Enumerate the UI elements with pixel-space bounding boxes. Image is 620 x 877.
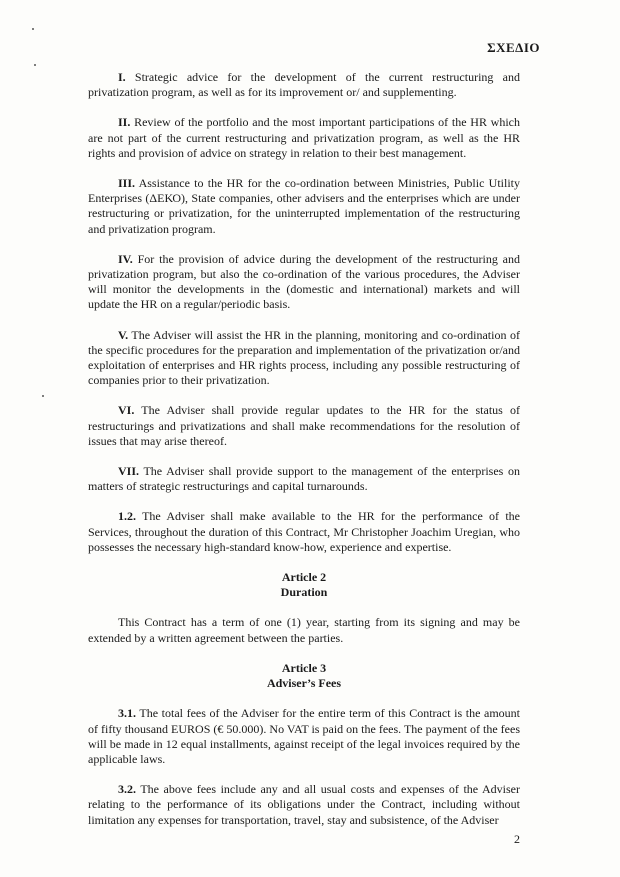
clause-i — [88, 70, 520, 100]
clause-1-2 — [88, 509, 520, 555]
clause-3-2 — [88, 782, 520, 828]
clause-iii — [88, 176, 520, 237]
clause-text: The above fees include any and all usual costs and expenses of the Adviser relating to the performance of its obligations under the Contract, including without limitation any expenses for transportation, travel, stay and subsistence, of the Adviser — [88, 782, 520, 827]
article-title: Article 3 — [281, 660, 327, 675]
clause-v — [88, 328, 520, 389]
article-subtitle: Duration — [280, 585, 328, 600]
clause-number: 3.1. — [118, 706, 136, 721]
article-3-heading — [88, 661, 520, 691]
clause-text: The Adviser will assist the HR in the planning, monitoring and co-ordination of the specific procedures for the preparation and implementation of the privatization or/and exploitation of enterprises and HR rights process, including any possible restructuring of companies prior to their privatization. — [88, 327, 520, 388]
page-number: 2 — [514, 832, 520, 846]
clause-text: The Adviser shall make available to the HR for the performance of the Services, throughout the duration of this Contract, Mr Christopher Joachim Uregian, who possesses the necessary high-standard know-how, experience and expertise. — [88, 509, 520, 554]
clause-text: Review of the portfolio and the most important participations of the HR which are not part of the current restructuring and privatization program, as well as the HR rights and provision of advice on strategy in relation to their best management. — [88, 115, 520, 160]
clause-number: I. — [118, 70, 126, 84]
clause-3-1 — [88, 706, 520, 767]
article-2-text: This Contract has a term of one (1) year, starting from its signing and may be extended by a written agreement between the parties. — [88, 615, 520, 645]
clause-number: VI. — [118, 403, 135, 418]
clause-number: 3.2. — [118, 782, 136, 797]
clause-iv — [88, 252, 520, 313]
document-body — [88, 70, 520, 828]
clause-number: IV. — [118, 251, 133, 266]
draft-stamp: ΣΧΕΔΙΟ — [487, 40, 540, 55]
clause-number: VII. — [118, 464, 140, 479]
clause-ii — [88, 115, 520, 161]
clause-text: The Adviser shall provide regular updates to the HR for the status of restructurings and privatizations and shall make recommendations for the resolution of issues that may arise thereof. — [88, 403, 520, 448]
article-title: Article 2 — [281, 570, 327, 585]
clause-vi — [88, 403, 520, 449]
clause-number: 1.2. — [118, 509, 136, 524]
clause-text: Assistance to the HR for the co-ordination between Ministries, Public Utility Enterprises (ΔΕΚΟ), State companies, other advisers and the enterprises which are under restructuring or privatization, for the uninterrupted implementation of the restructuring and privatization program. — [88, 176, 520, 236]
clause-text: The total fees of the Adviser for the entire term of this Contract is the amount of fifty thousand EUROS (€ 50.000). No VAT is paid on the fees. The payment of the fees will be made in 12 equal installments, against receipt of the legal invoices required by the applicable laws. — [88, 706, 520, 766]
article-2-heading — [88, 570, 520, 600]
clause-number: II. — [118, 115, 131, 130]
clause-text: The Adviser shall provide support to the management of the enterprises on matters of strategic restructurings and capital turnarounds. — [88, 464, 520, 494]
clause-text: Strategic advice for the development of the current restructuring and privatization program, as well as for its improvement or/ and supplementing. — [88, 70, 520, 100]
scan-speck — [32, 28, 34, 30]
clause-vii — [88, 464, 520, 494]
clause-number: V. — [118, 327, 129, 342]
clause-number: III. — [118, 176, 136, 191]
scan-speck — [42, 395, 44, 397]
scan-speck — [34, 64, 36, 66]
clause-text: For the provision of advice during the development of the restructuring and privatization program, but also the co-ordination of the various procedures, the Adviser will monitor the developments in the (domestic and international) markets and will update the HR on a regular/periodic basis. — [88, 251, 520, 312]
article-subtitle: Adviser’s Fees — [266, 676, 342, 691]
